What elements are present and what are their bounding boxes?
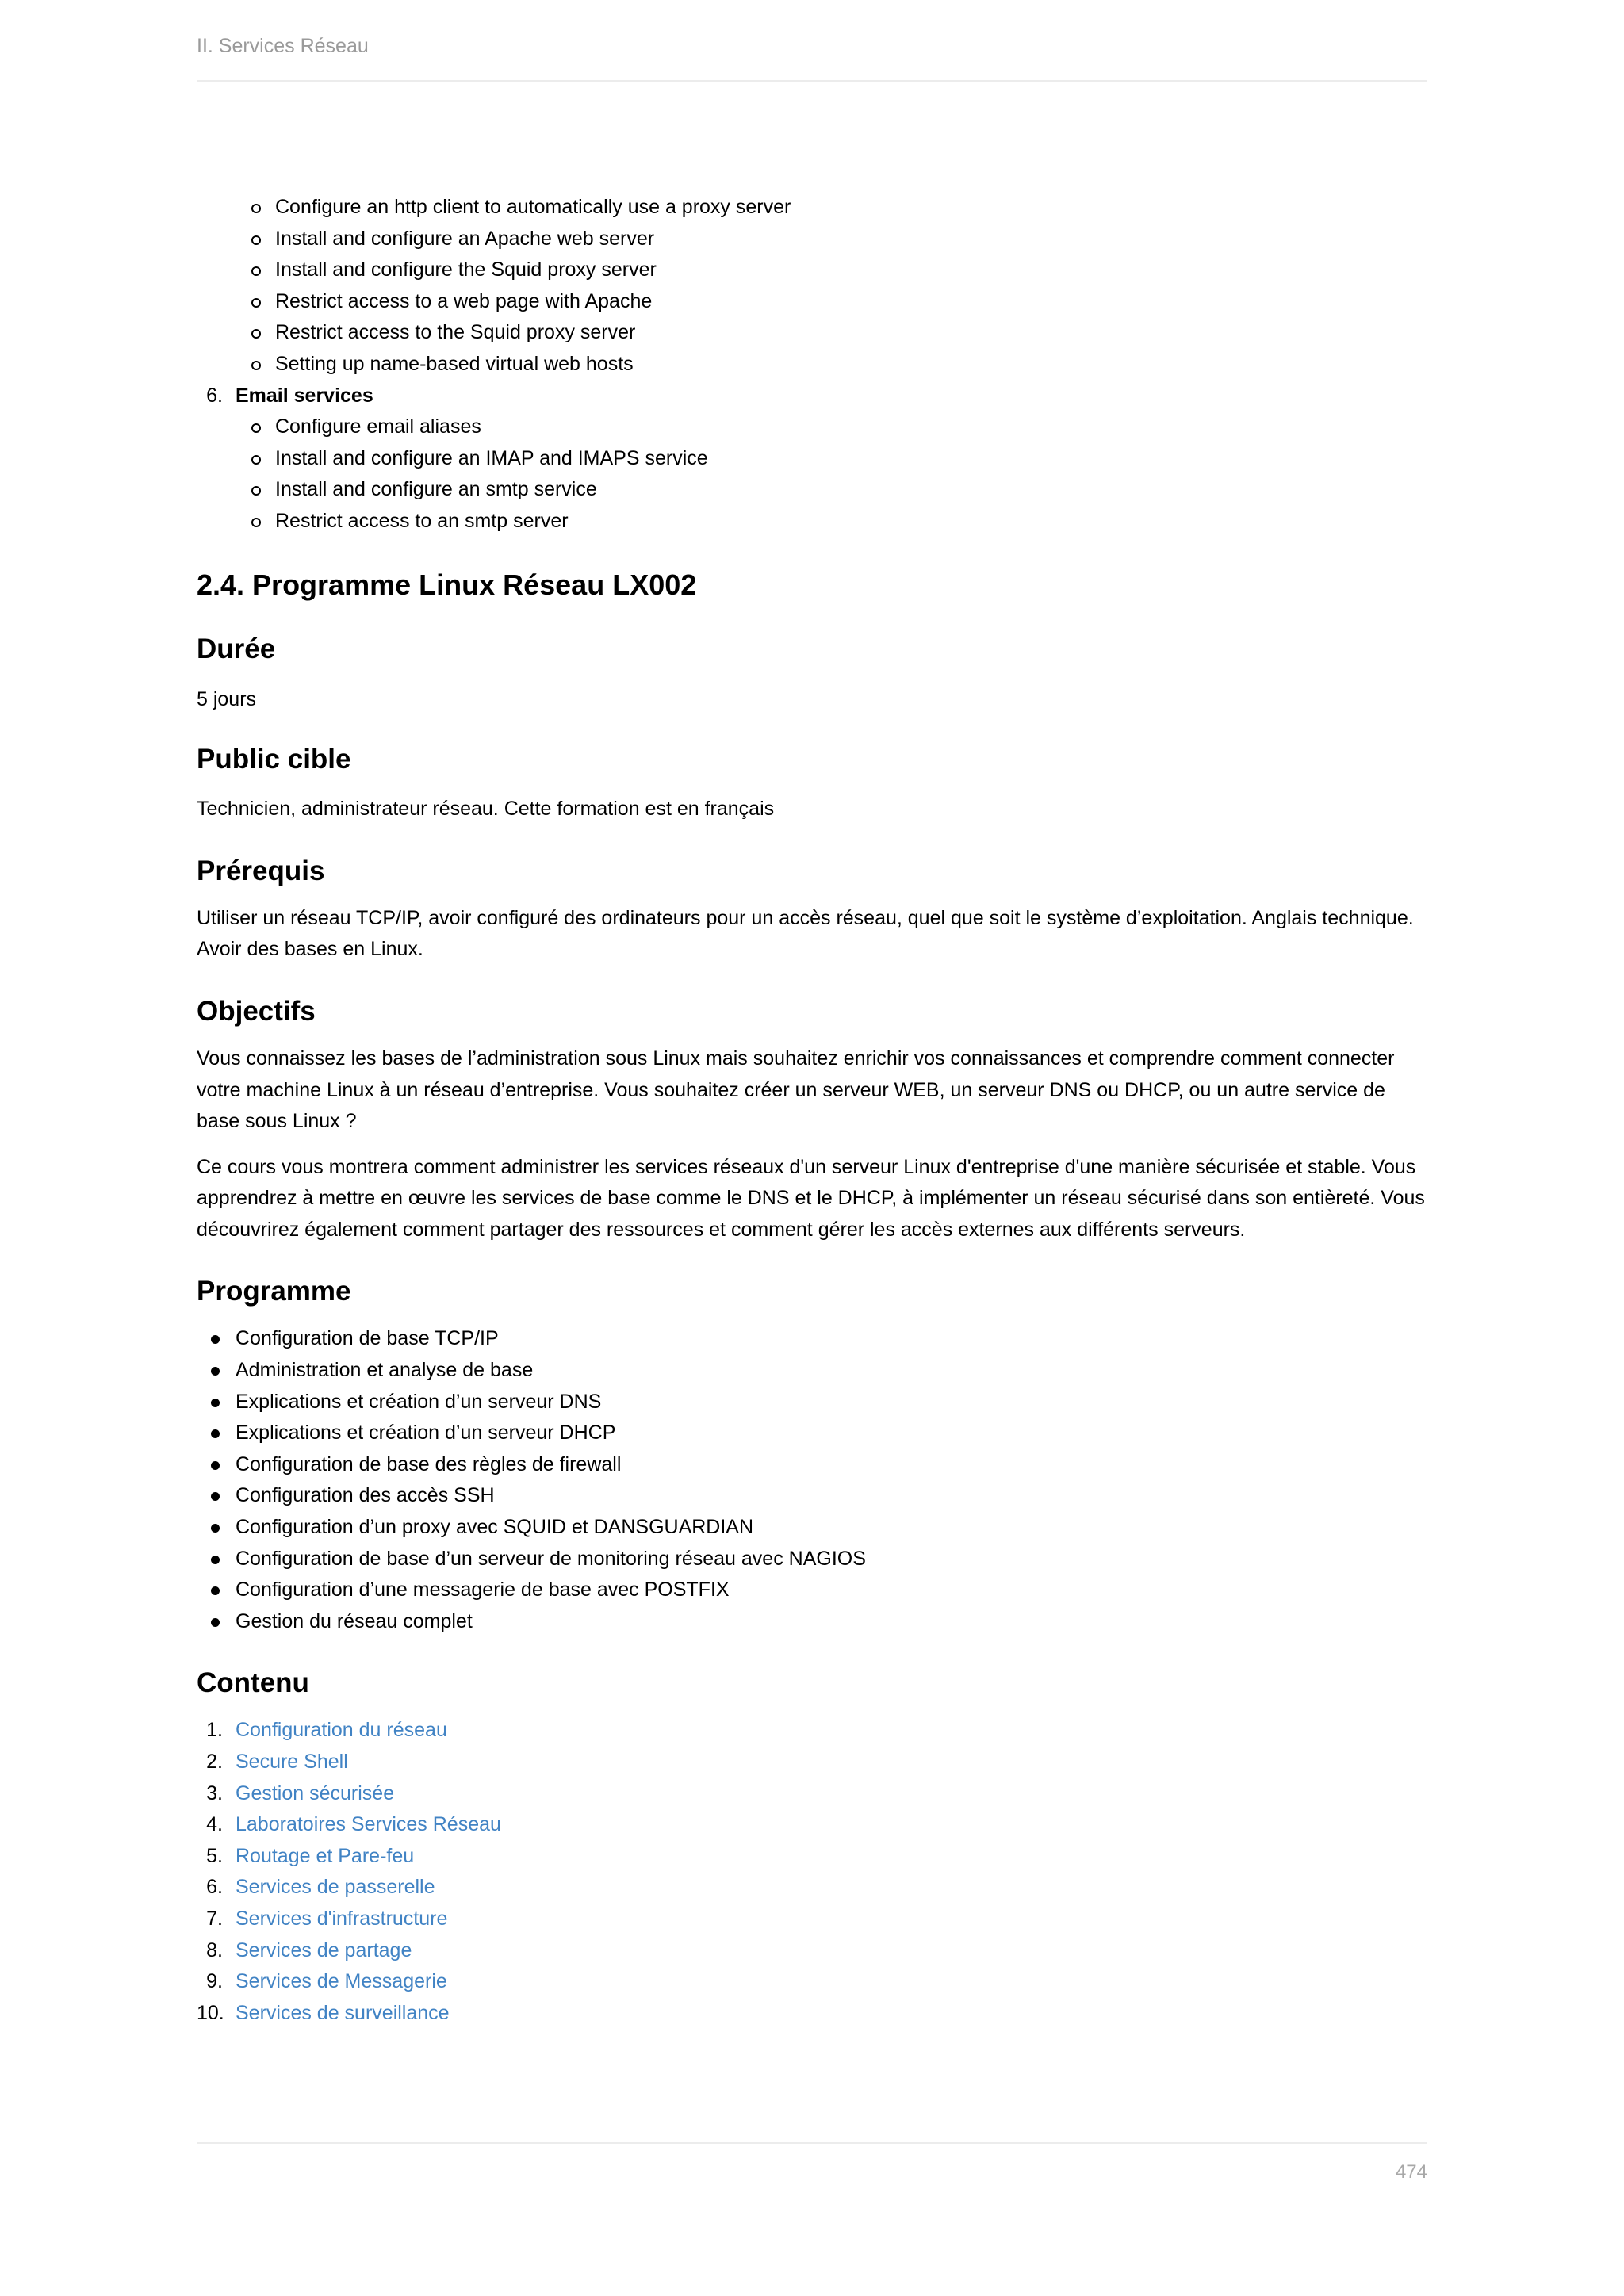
email-services-item [197, 381, 1434, 412]
list-item: Configuration des accès SSH [197, 1480, 1434, 1512]
list-item: Explications et création d’un serveur DNS [197, 1387, 1434, 1418]
contenu-item [197, 1778, 1434, 1810]
duree-heading: Durée [197, 633, 276, 664]
list-item: Install and configure an Apache web server [197, 224, 1434, 255]
contenu-list [197, 1715, 1434, 2029]
link-services-de-passerelle[interactable]: Services de passerelle [236, 1876, 435, 1899]
prerequis-heading: Prérequis [197, 855, 325, 886]
list-item: Restrict access to a web page with Apache [197, 286, 1434, 318]
programme-list [197, 1323, 1434, 1637]
list-number: 7. [206, 1907, 223, 1930]
objectifs-paragraph-2: Ce cours vous montrera comment administrer les services réseaux d'un serveur Linux d'entreprise d'une manière sécurisée et stable. Vous apprendrez à mettre en œuvre les services de base comme le DNS et le DHCP, à implémenter un réseau sécurisé dans son entièreté. Vous découvrirez également comment partager des ressources et comment gérer les accès externes aux différents serveurs. [197, 1155, 1425, 1241]
programme-heading: Programme [197, 1276, 351, 1307]
list-item: Configuration de base TCP/IP [197, 1323, 1434, 1355]
link-gestion-securisee[interactable]: Gestion sécurisée [236, 1781, 395, 1804]
contenu-item [197, 1904, 1434, 1935]
link-services-de-surveillance[interactable]: Services de surveillance [236, 2001, 450, 2024]
link-routage-et-pare-feu[interactable]: Routage et Pare-feu [236, 1844, 415, 1867]
list-item: Configuration de base des règles de firewall [197, 1449, 1434, 1481]
link-services-de-messagerie[interactable]: Services de Messagerie [236, 1970, 447, 1993]
public-heading: Public cible [197, 744, 351, 775]
link-services-d-infrastructure[interactable]: Services d'infrastructure [236, 1907, 448, 1930]
contenu-heading: Contenu [197, 1667, 309, 1699]
section-title: 2.4. Programme Linux Réseau LX002 [197, 568, 697, 601]
link-services-de-partage[interactable]: Services de partage [236, 1938, 412, 1961]
list-item: Configuration d’un proxy avec SQUID et DANSGUARDIAN [197, 1512, 1434, 1544]
list-number: 10. [197, 2001, 224, 2024]
list-item: Restrict access to the Squid proxy server [197, 317, 1434, 349]
link-secure-shell[interactable]: Secure Shell [236, 1751, 348, 1773]
page-number: 474 [1395, 2161, 1427, 2183]
contenu-item [197, 1872, 1434, 1904]
list-item: Install and configure an IMAP and IMAPS service [197, 443, 1434, 475]
contenu-item [197, 1998, 1434, 2030]
page-content [197, 192, 1434, 2029]
list-item: Configuration d’une messagerie de base avec POSTFIX [197, 1575, 1434, 1606]
contenu-item [197, 1715, 1434, 1747]
list-item: Restrict access to an smtp server [197, 506, 1434, 538]
list-number: 5. [206, 1844, 223, 1867]
list-number: 2. [206, 1751, 223, 1773]
public-text: Technicien, administrateur réseau. Cette formation est en français [197, 798, 775, 821]
contenu-item [197, 1966, 1434, 1998]
list-item: Gestion du réseau complet [197, 1606, 1434, 1638]
contenu-item [197, 1841, 1434, 1873]
objectifs-heading: Objectifs [197, 995, 316, 1027]
list-number: 3. [206, 1781, 223, 1804]
list-item: Configure an http client to automatically use a proxy server [197, 192, 1434, 224]
contenu-item [197, 1747, 1434, 1778]
email-services-sublist [197, 411, 1434, 537]
proxy-web-sublist [197, 192, 1434, 381]
list-number: 6. [206, 384, 223, 407]
list-item: Install and configure an smtp service [197, 474, 1434, 506]
list-number: 6. [206, 1876, 223, 1899]
duree-text: 5 jours [197, 687, 257, 710]
objectifs-paragraph-1: Vous connaissez les bases de l’administration sous Linux mais souhaitez enrichir vos connaissances et comprendre comment connecter votre machine Linux à un réseau d’entreprise. Vous souhaitez créer un serveur WEB, un serveur DNS ou DHCP, ou un autre service de base sous Linux ? [197, 1047, 1395, 1133]
email-services-title: Email services [236, 384, 373, 407]
header-divider [197, 80, 1427, 82]
list-item: Setting up name-based virtual web hosts [197, 349, 1434, 381]
list-number: 4. [206, 1813, 223, 1836]
list-item: Configure email aliases [197, 411, 1434, 443]
contenu-item [197, 1809, 1434, 1841]
footer-divider [197, 2142, 1427, 2144]
running-header: II. Services Réseau [197, 35, 369, 57]
list-item: Configuration de base d’un serveur de monitoring réseau avec NAGIOS [197, 1544, 1434, 1575]
list-item: Administration et analyse de base [197, 1355, 1434, 1387]
contenu-item [197, 1935, 1434, 1967]
list-item: Install and configure the Squid proxy server [197, 254, 1434, 286]
prerequis-text: Utiliser un réseau TCP/IP, avoir configuré des ordinateurs pour un accès réseau, quel que soit le système d’exploitation. Anglais technique. Avoir des bases en Linux. [197, 906, 1414, 961]
list-number: 8. [206, 1938, 223, 1961]
list-item: Explications et création d’un serveur DHCP [197, 1418, 1434, 1449]
link-configuration-du-reseau[interactable]: Configuration du réseau [236, 1719, 447, 1742]
link-laboratoires-services-reseau[interactable]: Laboratoires Services Réseau [236, 1813, 501, 1836]
list-number: 9. [206, 1970, 223, 1993]
list-number: 1. [206, 1719, 223, 1742]
